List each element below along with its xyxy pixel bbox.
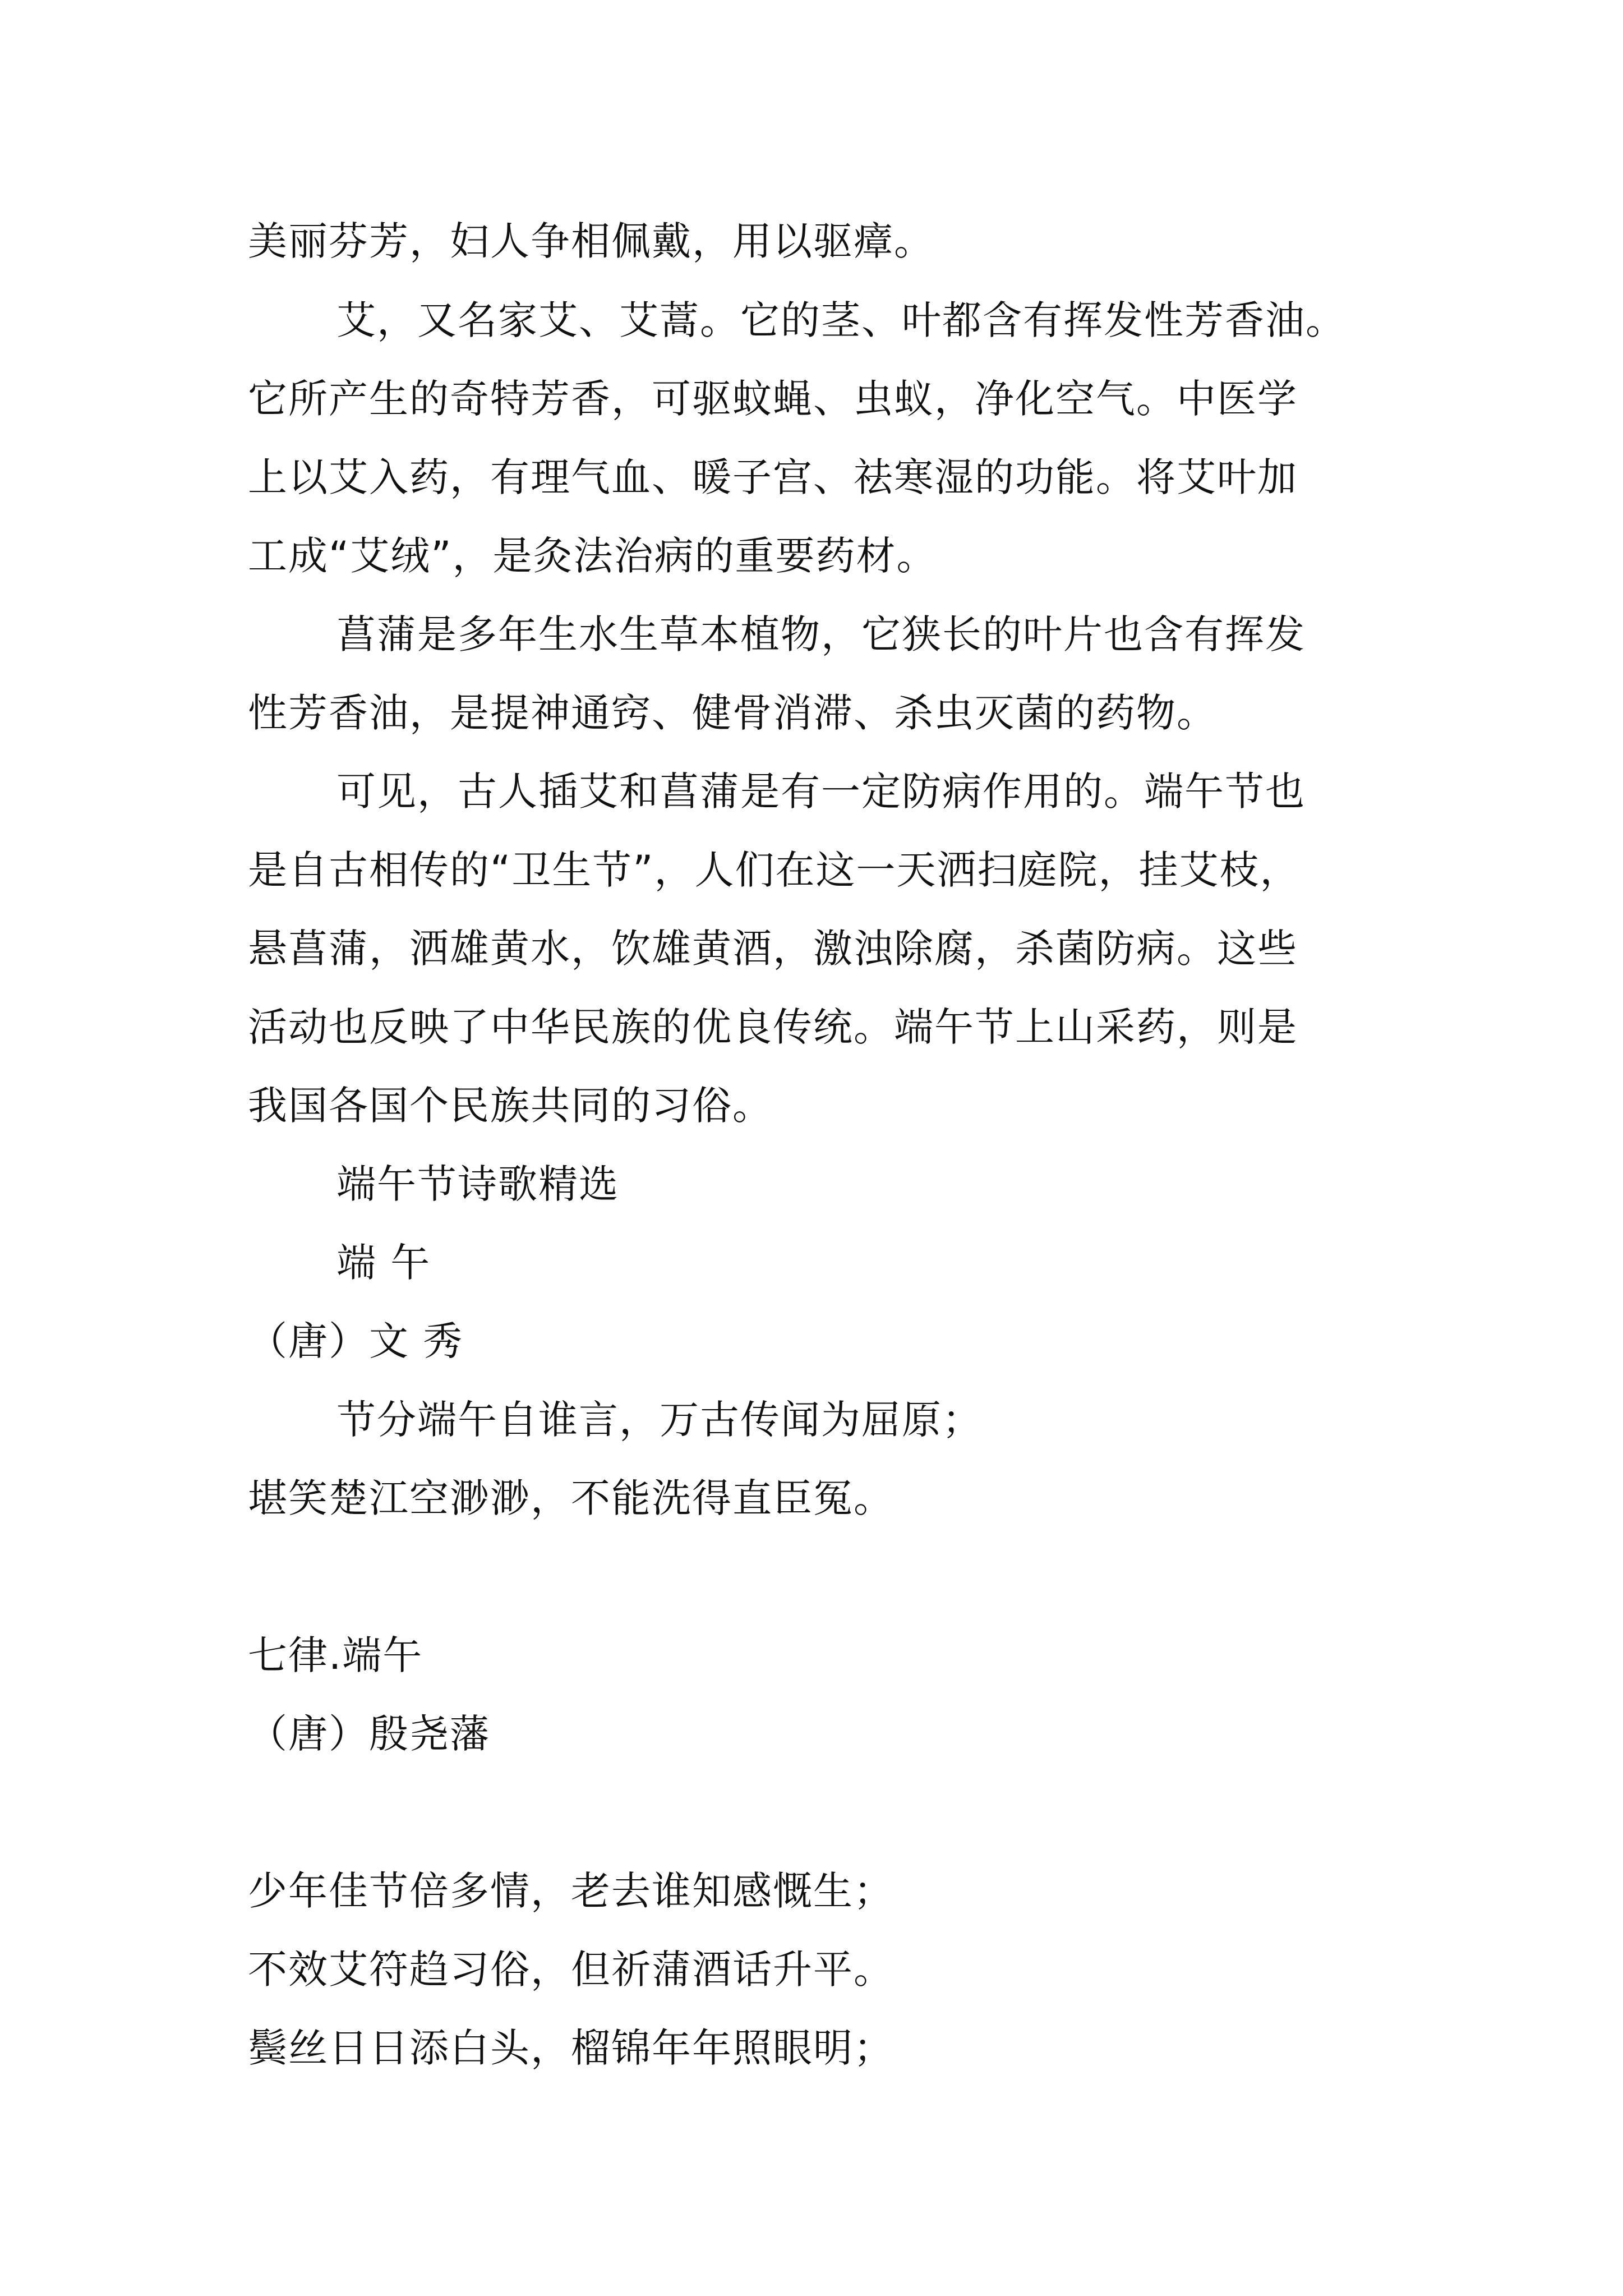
poem-title: 七律.端午 xyxy=(248,1632,423,1678)
poem-line: 少年佳节倍多情，老去谁知感慨生； xyxy=(248,1868,894,1914)
poem-line: 不效艾符趋习俗，但祈蒲酒话升平。 xyxy=(248,1947,894,1993)
poem-line: 堪笑楚江空渺渺，不能洗得直臣冤。 xyxy=(248,1475,894,1521)
poem-author: （唐）文 秀 xyxy=(248,1318,464,1364)
paragraph-line: 悬菖蒲，洒雄黄水，饮雄黄酒，激浊除腐，杀菌防病。这些 xyxy=(248,926,1298,972)
paragraph-line: 菖蒲是多年生水生草本植物，它狭长的叶片也含有挥发 xyxy=(336,611,1306,657)
paragraph-line: 美丽芬芳，妇人争相佩戴，用以驱瘴。 xyxy=(248,218,934,264)
paragraph-line: 性芳香油，是提神通窍、健骨消滞、杀虫灭菌的药物。 xyxy=(248,690,1217,736)
paragraph-line: 工成“艾绒”，是灸法治病的重要药材。 xyxy=(248,533,937,579)
paragraph-line: 上以艾入药，有理气血、暖子宫、祛寒湿的功能。将艾叶加 xyxy=(248,454,1298,500)
poem-author: （唐）殷尧藩 xyxy=(248,1711,490,1757)
poem-title: 端 午 xyxy=(336,1240,431,1286)
paragraph-line: 可见，古人插艾和菖蒲是有一定防病作用的。端午节也 xyxy=(336,769,1306,815)
section-heading: 端午节诗歌精选 xyxy=(336,1161,619,1207)
poem-line: 节分端午自谁言，万古传闻为屈原； xyxy=(336,1397,983,1443)
paragraph-line: 我国各国个民族共同的习俗。 xyxy=(248,1083,773,1129)
paragraph-line: 是自古相传的“卫生节”，人们在这一天洒扫庭院，挂艾枝， xyxy=(248,847,1301,893)
paragraph-line: 活动也反映了中华民族的优良传统。端午节上山采药，则是 xyxy=(248,1004,1298,1050)
paragraph-line: 艾，又名家艾、艾蒿。它的茎、叶都含有挥发性芳香油。 xyxy=(336,297,1346,343)
paragraph-line: 它所产生的奇特芳香，可驱蚊蝇、虫蚁，净化空气。中医学 xyxy=(248,376,1298,422)
poem-line: 鬓丝日日添白头，榴锦年年照眼明； xyxy=(248,2025,894,2071)
